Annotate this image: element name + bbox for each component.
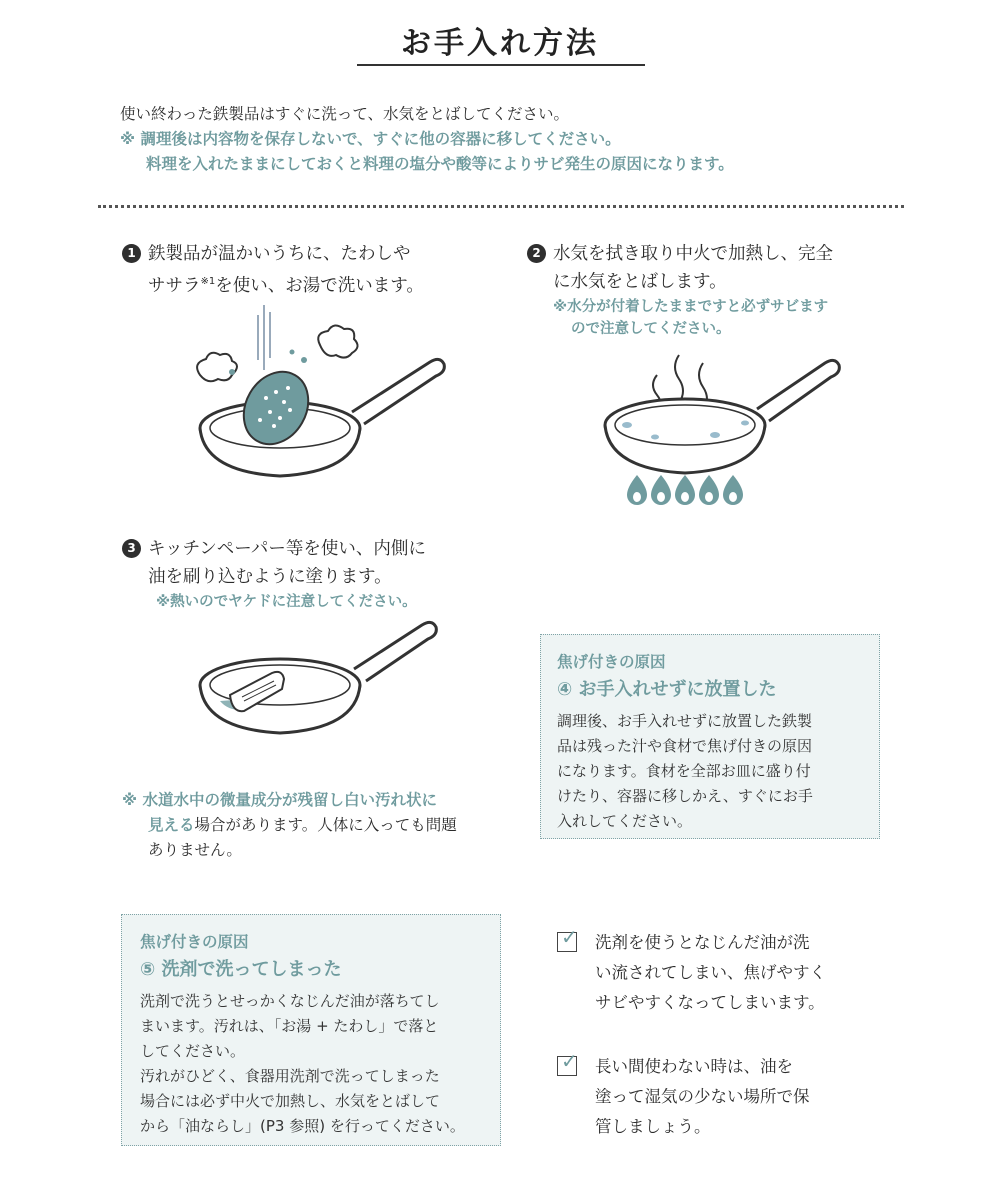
box-subheading: ④ お手入れせずに放置した	[557, 679, 777, 700]
box-text-line: 入れしてください。	[557, 812, 693, 830]
step-text: キッチンペーパー等を使い、内側に	[148, 539, 426, 559]
step-note: ※水分が付着したままですと必ずサビます	[553, 299, 829, 315]
step-number: 1	[122, 244, 141, 263]
check-text-line: サビやすくなってしまいます。	[595, 993, 825, 1012]
step-text: 鉄製品が温かいうちに、たわしや	[148, 244, 411, 264]
check-item-2	[557, 1049, 857, 1142]
check-item-1	[557, 925, 857, 1018]
steam-icon	[318, 325, 357, 357]
residue-note	[122, 788, 457, 863]
page-title: お手入れ方法	[401, 26, 599, 61]
cause-box-4	[540, 634, 880, 839]
cause-box-5	[121, 914, 501, 1146]
step-number: 2	[527, 244, 546, 263]
box-heading: 焦げ付きの原因	[557, 653, 666, 671]
step-text: 水気を拭き取り中火で加熱し、完全	[553, 244, 833, 264]
box-text-line: 洗剤で洗うとせっかくなじんだ油が落ちてし	[140, 992, 440, 1010]
check-text-line: 洗剤を使うとなじんだ油が洗	[595, 933, 810, 952]
box-text-line: になります。食材を全部お皿に盛り付	[557, 762, 811, 780]
step-3	[122, 535, 426, 613]
check-icon: ✓	[557, 932, 577, 952]
check-text-line: 管しましょう。	[595, 1117, 711, 1136]
box-text-line: 場合には必ず中火で加熱し、水気をとばして	[140, 1092, 441, 1110]
frying-pan-icon	[595, 345, 855, 515]
residue-note-line: ※ 水道水中の微量成分が残留し白い汚れ状に	[122, 791, 437, 809]
box-text-line: けたり、容器に移しかえ、すぐにお手	[557, 787, 813, 805]
intro-note-line-2: 料理を入れたままにしておくと料理の塩分や酸等によりサビ発生の原因になります。	[146, 155, 734, 173]
step-text: 油を刷り込むように塗ります。	[148, 567, 392, 587]
dotted-divider	[98, 205, 904, 208]
frying-pan-icon	[180, 300, 460, 490]
intro-note-line-1: ※ 調理後は内容物を保存しないで、すぐに他の容器に移してください。	[120, 130, 621, 148]
step-number: 3	[122, 539, 141, 558]
residue-note-line: 場合があります。人体に入っても問題	[194, 816, 457, 834]
step-note: ※熱いのでヤケドに注意してください。	[156, 594, 417, 610]
step-text: に水気をとばします。	[553, 272, 727, 292]
box-text-line: 汚れがひどく、食器用洗剤で洗ってしまった	[140, 1067, 440, 1085]
box-text-line: 調理後、お手入れせずに放置した鉄製	[557, 712, 813, 730]
steam-icon	[197, 353, 237, 382]
box-text-line: まいます。汚れは、「お湯 + たわし」で落と	[140, 1017, 439, 1035]
check-text-line: 長い間使わない時は、油を	[595, 1057, 793, 1076]
step-2	[527, 240, 833, 340]
step-1	[122, 240, 424, 300]
step-text: ササラ	[148, 275, 201, 296]
residue-note-line: 見える	[148, 816, 195, 834]
box-subheading: ⑤ 洗剤で洗ってしまった	[140, 959, 342, 980]
box-heading: 焦げ付きの原因	[140, 933, 249, 951]
check-text-line: 塗って湿気の少ない場所で保	[595, 1087, 810, 1106]
step-text: を使い、お湯で洗います。	[215, 275, 424, 296]
check-text-line: い流されてしまい、焦げやすく	[595, 963, 826, 982]
intro-section	[120, 102, 734, 177]
title-underline	[357, 64, 645, 66]
box-text-line: してください。	[140, 1042, 246, 1060]
footnote-marker: ※1	[200, 276, 216, 287]
frying-pan-icon	[190, 615, 450, 750]
residue-note-line: ありません。	[148, 841, 242, 859]
check-icon: ✓	[557, 1056, 577, 1076]
intro-line: 使い終わった鉄製品はすぐに洗って、水気をとばしてください。	[120, 105, 570, 123]
box-text-line: から「油ならし」(P3 参照) を行ってください。	[140, 1117, 465, 1135]
step-note: ので注意してください。	[571, 321, 731, 337]
box-text-line: 品は残った汁や食材で焦げ付きの原因	[557, 737, 813, 755]
